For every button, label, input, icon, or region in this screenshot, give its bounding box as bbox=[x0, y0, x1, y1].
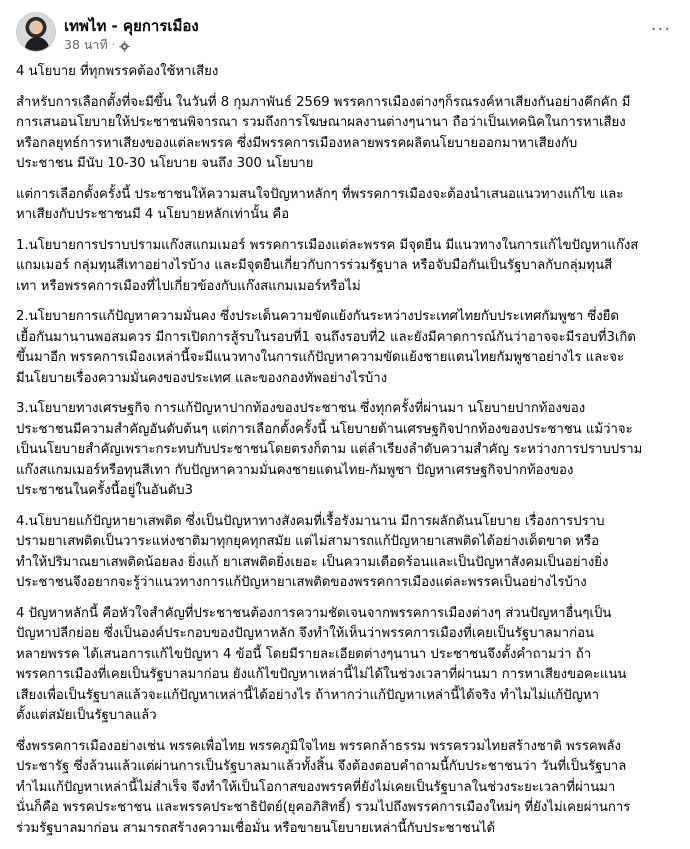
post-paragraph: แต่การเลือกตั้งครั้งนี้ ประชาชนให้ความสนใจปัญหาหลักๆ ที่พรรคการเมืองจะต้องนำเสนอแนวทางแก้ไข และ หาเสียงกับประชาชนมี 4 นโยบายหลักเท่านั้น คือ bbox=[16, 186, 624, 222]
gear-icon[interactable] bbox=[119, 41, 130, 52]
meta-separator: · bbox=[111, 39, 115, 51]
post-paragraph: สำหรับการเลือกตั้งที่จะมีขึ้น ในวันที่ 8 กุมภาพันธ์ 2569 พรรคการเมืองต่างๆก็รณรงค์หาเสียงกันอย่างคึกคัก มี การเสนอนโยบายให้ประชาชนพิจารณา รวมถึงการโฆษณาผลงานต่างๆนานา ถือว่าเป็นเทคนิคในการหาเสียง หรือกลยุทธ์การหาเสียงของแต่ละพรรค ซึ่งมีพรรคการเมืองหลายพรรคผลิตนโยบายออกมาหาเสียงกับ ประชาชน มีนับ 10-30 นโยบาย จนถึง 300 นโยบาย bbox=[16, 94, 631, 171]
post-title: 4 นโยบาย ที่ทุกพรรคต้องใช้หาเสียง bbox=[16, 64, 219, 79]
avatar-figure bbox=[25, 37, 49, 52]
post-paragraph: 3.นโยบายทางเศรษฐกิจ การแก้ปัญหาปากท้องของประชาชน ซึ่งทุกครั้งที่ผ่านมา นโยบายปากท้องของ ประชาชนมีความสำคัญอันดับต้นๆ แต่การเลือกตั้งครั้งนี้ นโยบายด้านเศรษฐกิจปากท้องของประชาชน แม้ว่าจะ เป็นนโยบายสำคัญเพราะกระทบกับประชาชนโดยตรงก็ตาม แต่ลำเรียงลำดับความสำคัญ ระหว่างการปราบปราม แก๊งสแกมเมอร์หรือทุนสีเทา กับปัญหาความมั่นคงชายแดนไทย-กัมพูชา ปัญหาเศรษฐกิจปากท้องของ ประชาชนในครั้งนี้อยู่ในอันดับ3 bbox=[16, 401, 643, 498]
post-timestamp[interactable]: 38 นาที bbox=[64, 37, 108, 52]
post-paragraph: 2.นโยบายการแก้ปัญหาความมั่นคง ซึ่งประเด็นความขัดแย้งกันระหว่างประเทศไทยกับประเทศกัมพูชา ซึ่งยืด เยื้อกันมานานพอสมควร มีการเปิดการสู้รบในรอบที่1 จนถึงรอบที่2 และยังมีคาดการณ์กันว่าอาจจะมีรอบที่3เกิด ขึ้นมาอีก พรรคการเมืองเหล่านี้จะมีแนวทางในการแก้ปัญหาความขัดแย้งชายแดนไทยกัมพูชาอย่างไร และจะ มีนโยบายเรื่องความมั่นคงของประเทศ และของกองทัพอย่างไรบ้าง bbox=[16, 309, 636, 386]
post-paragraph: 4 ปัญหาหลักนี้ คือหัวใจสำคัญที่ประชาชนต้องการความชัดเจนจากพรรคการเมืองต่างๆ ส่วนปัญหาอื่นๆเป็น ปัญหาปลีกย่อย ซึ่งเป็นองค์ประกอบของปัญหาหลัก จึงทำให้เห็นว่าพรรคการเมืองที่เคยเป็นรัฐบาลมาก่อน หลายพรรค ได้เสนอการแก้ไขปัญหา 4 ข้อนี้ โดยมีรายละเอียดต่างๆนานา ประชาชนจึงตั้งคำถามว่า ถ้า พรรคการเมืองที่เคยเป็นรัฐบาลมาก่อน ยังแก้ไขปัญหาเหล่านี้ไม่ได้ในช่วงเวลาที่ผ่านมา การหาเสียงขอคะแนน เสียงเพื่อเป็นรัฐบาลแล้วจะแก้ปัญหาเหล่านี้ได้อย่างไร ถ้าหากว่าแก้ปัญหาเหล่านี้ได้จริง ทำไมไม่แก้ปัญหา ตั้งแต่สมัยเป็นรัฐบาลแล้ว bbox=[16, 605, 627, 723]
more-options-button[interactable] bbox=[648, 16, 674, 42]
more-options-icon: ··· bbox=[650, 18, 672, 40]
post-body bbox=[16, 62, 674, 849]
post-header bbox=[16, 12, 674, 54]
post-meta bbox=[64, 35, 130, 55]
post-paragraph: 1.นโยบายการปราบปรามแก๊งสแกมเมอร์ พรรคการเมืองแต่ละพรรค มีจุดยืน มีแนวทางในการแก้ไขปัญหาแก๊งส แกมเมอร์ กลุ่มทุนสีเทาอย่างไรบ้าง และมีจุดยืนเกี่ยวกับการร่วมรัฐบาล หรือจับมือกันเป็นรัฐบาลกับกลุ่มทุนสี เทา หรือพรรคการเมืองที่ไปเกี่ยวข้องกับแก๊งสแกมเมอร์หรือไม่ bbox=[16, 237, 639, 294]
post-paragraph: ซึ่งพรรคการเมืองอย่างเช่น พรรคเพื่อไทย พรรคภูมิใจไทย พรรคกล้าธรรม พรรครวมไทยสร้างชาติ พรรคพลัง ประชารัฐ ซึ่งล้วนแล้วแต่ผ่านการเป็นรัฐบาลมาแล้วทั้งสิ้น จึงต้องตอบคำถามนี้กับประชาชนว่า วันที่เป็นรัฐบาล ทำไมแก้ปัญหาเหล่านี้ไม่สำเร็จ จึงทำให้เป็นโอกาสของพรรคที่ยังไม่เคยเป็นรัฐบาลในช่วงระยะเวลาที่ผ่านมา นั่นก็คือ พรรคประชาชน และพรรคประชาธิปัตย์(ยุคอภิสิทธิ์) รวมไปถึงพรรคการเมืองใหม่ๆ ที่ยังไม่เคยผ่านการ ร่วมรัฐบาลมาก่อน สามารถสร้างความเชื่อมั่น หรือขายนโยบายเหล่านี้กับประชาชนได้ bbox=[16, 738, 631, 836]
author-name[interactable]: เทพไท - คุยการเมือง bbox=[64, 17, 199, 35]
avatar[interactable] bbox=[16, 12, 56, 52]
post-paragraph: 4.นโยบายแก้ปัญหายาเสพติด ซึ่งเป็นปัญหาทางสังคมที่เรื้อรังมานาน มีการผลักดันนโยบาย เรื่องการปราบ ปรามยาเสพติดเป็นวาระแห่งชาติมาทุกยุคทุกสมัย แต่ไม่สามารถแก้ปัญหายาเสพติดได้อย่างเด็ดขาด หรือ ทำให้ปริมาณยาเสพติดน้อยลง ยิ่งแก้ ยาเสพติดยิ่งเยอะ เป็นความเดือดร้อนและเป็นปัญหาสังคมเป็นอย่างยิ่ง ประชาชนจึงอยากจะรู้ว่าแนวทางการแก้ปัญหายาเสพติดของพรรคการเมืองแต่ละพรรคเป็นอย่างไรบ้าง bbox=[16, 513, 609, 590]
